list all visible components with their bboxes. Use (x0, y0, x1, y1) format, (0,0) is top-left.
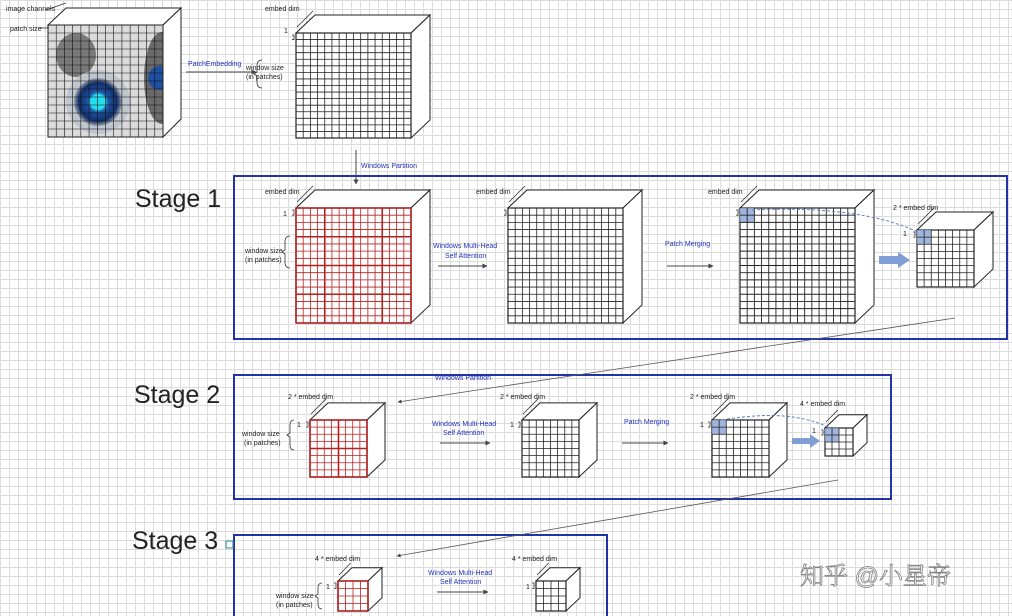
stage2-embed-dim-a: 2 * embed dim (288, 394, 334, 401)
cube-top-face (740, 190, 874, 208)
stage3-partitioned-cube (334, 563, 382, 611)
stage3-one-label: 1 (326, 584, 330, 591)
stage1-attention-cube (504, 186, 642, 323)
stage3-one-label-b: 1 (526, 584, 530, 591)
stage2-title: Stage 2 (134, 381, 221, 409)
embedding-cube (292, 11, 430, 138)
stage2-attention-cube (518, 399, 597, 477)
stage2-patch-merging-label: Patch Merging (624, 419, 670, 426)
stage2-in-patches-label: (in patches) (244, 440, 281, 447)
stage3-window-size-label: window size (276, 593, 314, 600)
stage1-patch-merging-label: Patch Merging (665, 241, 711, 248)
stage2-window-size-label: window size (242, 431, 280, 438)
stage2-one-label: 1 (297, 422, 301, 429)
stage1-in-patches-label: (in patches) (245, 257, 282, 264)
stage1-merge-block-arrow (879, 252, 910, 268)
stage3-title: Stage 3 (132, 527, 219, 555)
stage1-title: Stage 1 (135, 185, 222, 213)
watermark: 知乎 @小星帝 (800, 563, 952, 590)
stage3-wmsa-label-1: Windows Multi-Head (428, 570, 493, 577)
stage2-merging-cube (708, 399, 787, 477)
stage2-partitioned-cube (306, 399, 385, 477)
stage2-embed-dim-out: 4 * embed dim (800, 401, 846, 408)
stage2-wmsa-label-1: Windows Multi-Head (432, 421, 497, 428)
stage1-partitioned-cube (292, 186, 430, 323)
stage2-merge-block-arrow (792, 434, 820, 448)
stage1-embed-dim-c: embed dim (708, 189, 743, 196)
input-image-cube (48, 8, 181, 137)
stage3-attention-cube (532, 563, 580, 611)
cube-top-face (296, 190, 430, 208)
stage1-embed-dim-out: 2 * embed dim (893, 205, 939, 212)
stage2-one-label-b: 1 (510, 422, 514, 429)
stage1-embed-dim-b: embed dim (476, 189, 511, 196)
stage1-wmsa-label-2: Self Attention (445, 253, 487, 260)
stage2-one-label-c: 1 (700, 422, 704, 429)
top-in-patches-label: (in patches) (246, 74, 283, 81)
cube-top-face (508, 190, 642, 208)
stage3-embed-dim-b: 4 * embed dim (512, 556, 558, 563)
image-channels-label: image channels (6, 6, 56, 13)
stage1-one-label: 1 (283, 211, 287, 218)
stage1-window-size-label: window size (245, 248, 283, 255)
stage2-windows-partition-label: Windows Partition (435, 375, 492, 382)
cube-side-face (411, 15, 430, 138)
stage2-wmsa-label-2: Self Attention (443, 430, 485, 437)
stage2-output-cube (821, 410, 867, 456)
top-window-size-label: window size (246, 65, 284, 72)
stage2-to-stage3-arrow (397, 480, 838, 556)
stage2-embed-dim-b: 2 * embed dim (500, 394, 546, 401)
cube-side-face (411, 190, 430, 323)
cube-top-face (296, 15, 430, 33)
patch-embedding-label: PatchEmbedding (188, 61, 242, 68)
stage1-merging-cube (736, 186, 874, 323)
stage2-embed-dim-c: 2 * embed dim (690, 394, 736, 401)
selection-handle[interactable] (226, 541, 233, 548)
stage3-in-patches-label: (in patches) (276, 602, 313, 609)
cube-side-face (623, 190, 642, 323)
windows-partition-label: Windows Partition (361, 163, 418, 170)
stage1-output-cube (913, 208, 993, 287)
stage1-to-stage2-arrow (398, 318, 955, 402)
top-one-label: 1 (284, 28, 288, 35)
stage2-out-one-label: 1 (812, 428, 816, 435)
stage1-embed-dim-a: embed dim (265, 189, 300, 196)
patch-size-label: patch size (10, 26, 42, 33)
stage3-embed-dim-a: 4 * embed dim (315, 556, 361, 563)
cube-side-face (855, 190, 874, 323)
stage3-wmsa-label-2: Self Attention (440, 579, 482, 586)
top-embed-dim-label: embed dim (265, 6, 300, 13)
stage1-out-one-label: 1 (903, 231, 907, 238)
stage1-wmsa-label-1: Windows Multi-Head (433, 243, 498, 250)
